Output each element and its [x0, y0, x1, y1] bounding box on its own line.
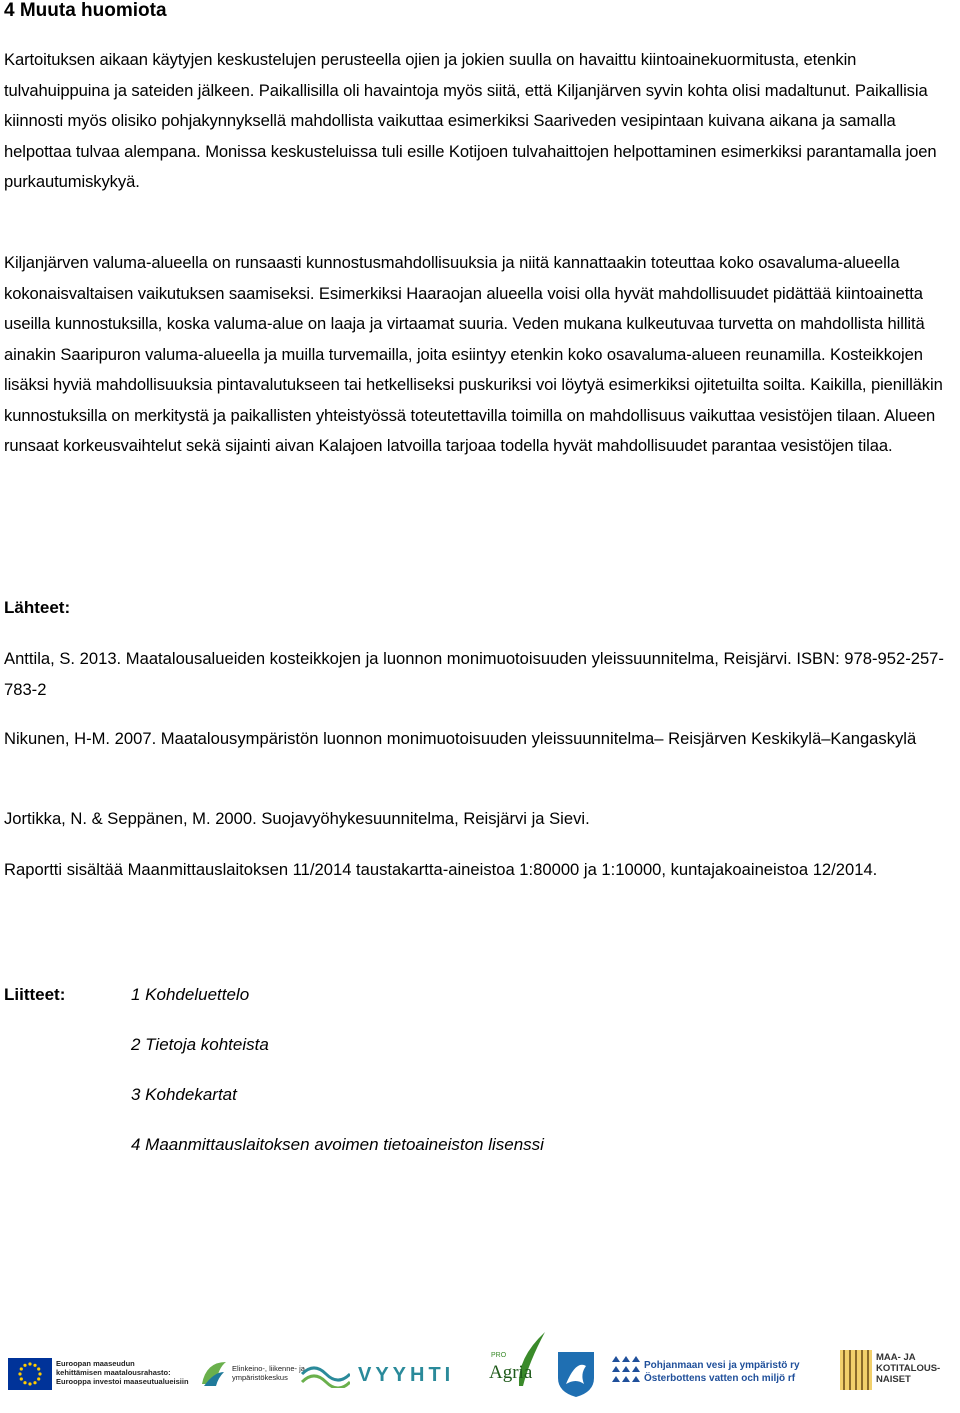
pohjanmaan-vesi-logo	[612, 1352, 832, 1396]
field-stripes-icon	[840, 1350, 872, 1390]
partner-logos	[0, 1326, 960, 1406]
maa-ja-kotitalousnaiset-logo	[840, 1348, 955, 1396]
eu-fund-text: Euroopan maaseudun kehittämisen maatalousrahasto: Eurooppa investoi maaseutualueisiin	[56, 1359, 189, 1386]
maaja-text	[876, 1352, 940, 1385]
paragraph-sentence: Kartoituksen aikaan käytyjen keskustelujen perusteella ojien ja jokien suulla on havaittu kiintoainekuormitusta, etenkin tulvahuippuina ja sateiden jälkeen.	[4, 50, 857, 100]
paragraph-sentence: Paikallisia kiinnosti myös olisiko pohjakynnyksellä mahdollista vaikuttaa esimerkiksi Saariveden vesipintaan kuivana aikana ja samalla helpottaa tulvaa alempana.	[4, 80, 928, 161]
paragraph-restoration: Kiljanjärven valuma-alueella on runsaasti kunnostusmahdollisuuksia ja niitä kannattaakin toteuttaa koko osavaluma-alueella kokonaisvaltaisen vaikutuksen saamiseksi. Esimerkiksi Haaraojan alueella voisi olla hyvät mahdollisuudet pidättää kiintoainetta useilla kunnostuksilla, koska valuma-alue on laaja ja virtaamat suuria. Veden mukana kulkeutuvaa turvetta on mahdollista hillitä ainakin Saaripuron valuma-alueella ja muilla turvemailla, joita esiintyy etenkin koko osavaluma-alueen reunamilla. Kosteikkojen lisäksi hyviä mahdollisuuksia pintavalutukseen tai hetkelliseksi puskuriksi voi löytyä esimerkiksi ojitetuilta soilta. Kaikilla, pienilläkin kunnostuksilla on merkitystä ja paikallisten yhteistyössä toteutettavilla toimilla on mahdollisuus vaikuttaa vesistöjen tilaan. Alueen runsaat korkeusvaihtelut sekä sijainti aivan Kalajoen latvoilla tarjoaa todella hyvät mahdollisuudet parantaa vesistöjen tilaa.	[4, 253, 943, 455]
vyyhti-wave-icon	[300, 1360, 350, 1388]
source-item: Raportti sisältää Maanmittauslaitoksen 11/2014 taustakartta-aineistoa 1:80000 ja 1:10000, kuntajakoaineistoa 12/2014.	[4, 860, 878, 879]
source-item: Anttila, S. 2013. Maatalousalueiden kosteikkojen ja luonnon monimuotoisuuden yleissuunnitelma, Reisjärvi. ISBN: 978-952-257-783-2	[4, 649, 944, 699]
eu-flag-icon	[8, 1358, 52, 1390]
paragraph-sentence: Monissa keskusteluissa tuli esille Kotijoen tulvahaittojen helpottaminen esimerkiksi parantamalla joen purkautumiskykyä.	[4, 141, 937, 191]
attachment-item: 1 Kohdeluettelo	[131, 985, 250, 1004]
proagria-logo	[485, 1328, 555, 1398]
fish-crest-icon	[556, 1350, 596, 1398]
attachments-label: Liitteet:	[4, 985, 66, 1004]
water-drops-icon	[612, 1354, 640, 1388]
attachment-item: 3 Kohdekartat	[131, 1085, 237, 1104]
sources-heading: Lähteet:	[4, 598, 71, 617]
maaja-line: MAA- JA	[876, 1352, 916, 1363]
ely-centre-logo	[200, 1356, 310, 1392]
pohjanmaan-text-sv: Österbottens vatten och miljö rf	[644, 1373, 796, 1384]
vyyhti-text: VYYHTI	[358, 1364, 455, 1386]
proagria-text: Agria	[489, 1362, 533, 1383]
vyyhti-logo	[300, 1360, 480, 1390]
municipal-crest-logo	[556, 1350, 600, 1400]
ely-centre-text: Elinkeino-, liikenne- ja ympäristökeskus	[232, 1364, 305, 1382]
source-item: Nikunen, H-M. 2007. Maatalousympäristön luonnon monimuotoisuuden yleissuunnitelma– Reisjärven Keskikylä–Kangaskylä	[4, 729, 917, 748]
paragraph-observations	[4, 45, 952, 198]
ely-emblem-icon	[200, 1358, 228, 1388]
attachment-item: 2 Tietoja kohteista	[131, 1035, 269, 1054]
source-item: Jortikka, N. & Seppänen, M. 2000. Suojavyöhykesuunnitelma, Reisjärvi ja Sievi.	[4, 809, 590, 828]
paragraph-sentence: Paikallisilla oli havaintoja myös siitä, että Kiljanjärven syvin kohta olisi madaltunut.	[258, 80, 851, 100]
maaja-line: KOTITALOUS-	[876, 1363, 941, 1374]
section-heading: 4 Muuta huomiota	[4, 0, 167, 21]
attachment-item: 4 Maanmittauslaitoksen avoimen tietoaineiston lisenssi	[131, 1135, 544, 1154]
eu-fund-logo	[8, 1354, 198, 1394]
pohjanmaan-text-fi: Pohjanmaan vesi ja ympäristö ry	[644, 1360, 800, 1371]
maaja-line: NAISET	[876, 1374, 911, 1385]
proagria-pro-text: PRO	[491, 1352, 507, 1359]
